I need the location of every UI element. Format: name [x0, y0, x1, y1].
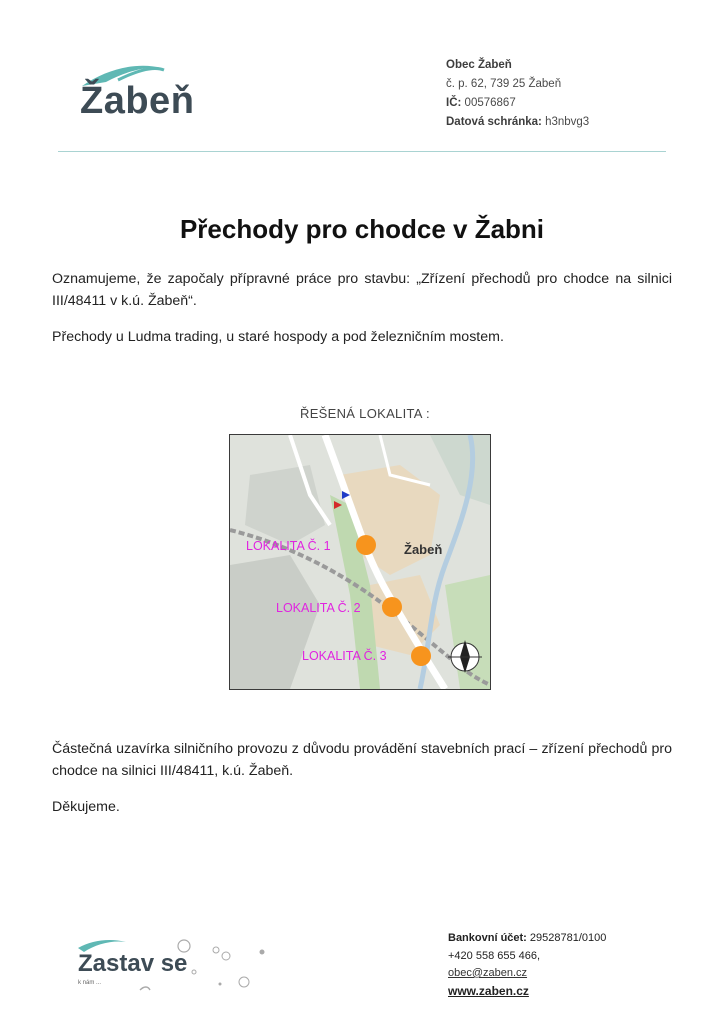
footer-logo-text: Zastav se [78, 950, 188, 977]
paragraph-closure: Částečná uzavírka silničního provozu z důvodu provádění stavebních prací – zřízení přechodů pro chodce na silnici III/48411, k.ú. Žabeň. [52, 741, 672, 779]
location-map [229, 434, 491, 690]
org-name: Obec Žabeň [446, 59, 512, 71]
paragraph-thanks: Děkujeme. [52, 799, 120, 815]
org-ic: IČ: 00576867 [446, 97, 516, 109]
contact-info [448, 930, 606, 1001]
location-marker-3 [411, 646, 431, 666]
header-divider [58, 151, 666, 152]
map-location-label-3: LOKALITA Č. 3 [302, 649, 387, 663]
footer-logo-subtext: k nám ... [78, 980, 102, 986]
map-location-label-2: LOKALITA Č. 2 [276, 601, 361, 615]
municipality-logo [78, 60, 198, 126]
org-address: č. p. 62, 739 25 Žabeň [446, 78, 562, 90]
bank-account: Bankovní účet: 29528781/0100 [448, 932, 607, 944]
location-marker-2 [382, 597, 402, 617]
org-data-box: Datová schránka: h3nbvg3 [446, 116, 590, 128]
location-marker-1 [356, 535, 376, 555]
email-link[interactable]: obec@zaben.cz [448, 967, 528, 979]
phone-number: +420 558 655 466, [448, 949, 541, 962]
map-location-label-1: LOKALITA Č. 1 [246, 539, 331, 553]
map-caption: ŘEŠENÁ LOKALITA : [300, 406, 430, 421]
website-link[interactable]: www.zaben.cz [448, 983, 529, 998]
map-town-label: Žabeň [404, 542, 443, 557]
logo-text: Žabeň [80, 80, 195, 122]
paragraph-crossings: Přechody u Ludma trading, u staré hospody a pod železničním mostem. [52, 329, 504, 345]
paragraph-announcement: Oznamujeme, že započaly přípravné práce pro stavbu: „Zřízení přechodů pro chodce na silnici III/48411 v k.ú. Žabeň“. [52, 271, 672, 309]
document-title: Přechody pro chodce v Žabni [179, 214, 545, 244]
organization-info [446, 56, 589, 132]
footer-logo [76, 934, 276, 998]
